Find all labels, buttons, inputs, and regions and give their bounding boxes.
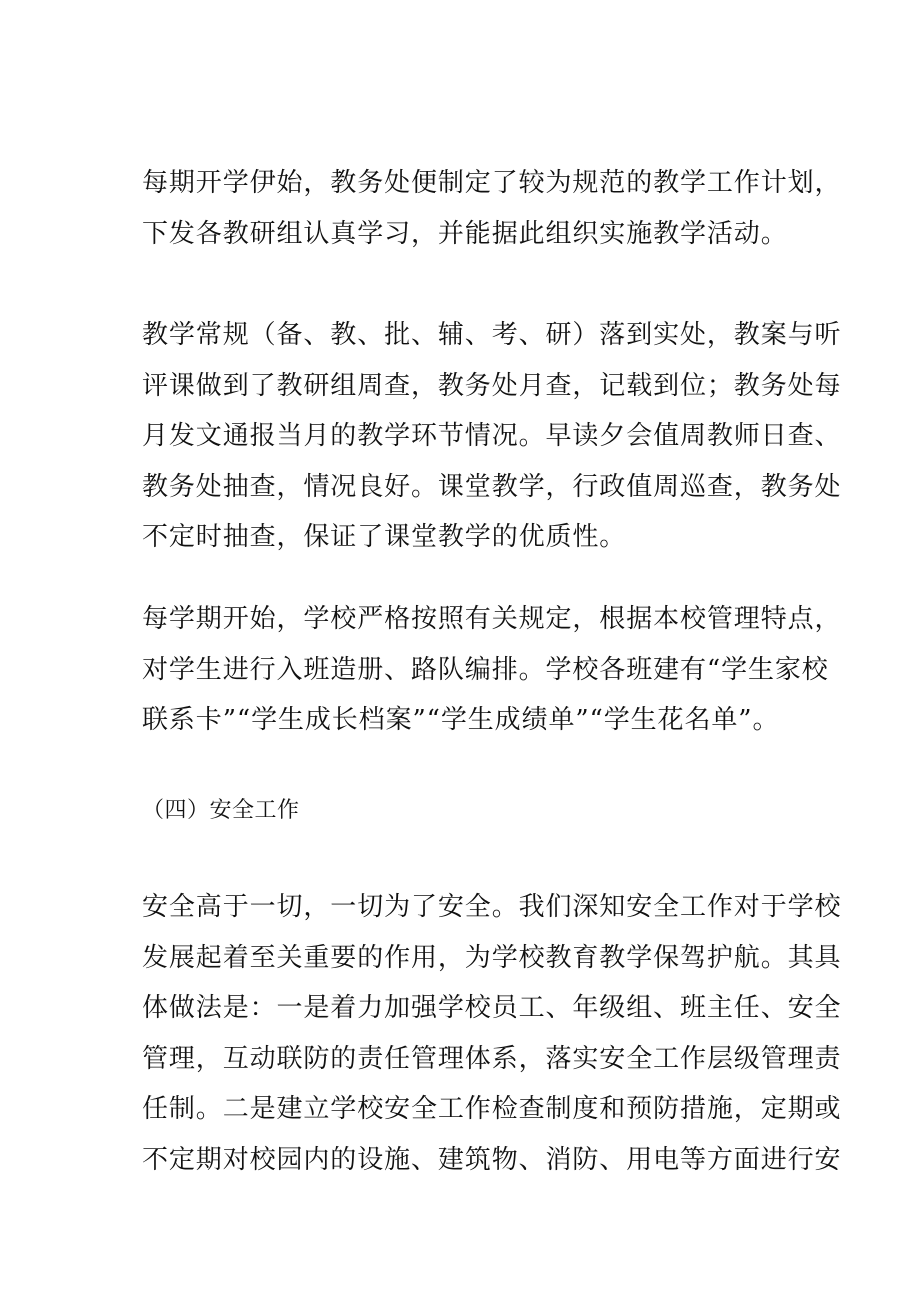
- text-line: 教务处抽查，情况良好。课堂教学，行政值周巡查，教务处: [142, 471, 842, 502]
- text-line: 安全高于一切，一切为了安全。我们深知安全工作对于学校: [142, 892, 842, 922]
- heading-text: （四）安全工作: [142, 798, 300, 823]
- paragraph-teaching-routine: [142, 310, 842, 563]
- text-line: 发展起着至关重要的作用，为学校教育教学保驾护航。其具: [142, 942, 842, 973]
- text-line: 下发各教研组认真学习，并能据此组织实施教学活动。: [142, 218, 788, 249]
- text-line: 联系卡”“学生成长档案”“学生成绩单”“学生花名单”。: [142, 705, 780, 736]
- text-line: 月发文通报当月的教学环节情况。早读夕会值周教师日查、: [142, 421, 842, 452]
- text-line: 不定时抽查，保证了课堂教学的优质性。: [142, 522, 627, 553]
- paragraph-teaching-plan: [142, 158, 842, 259]
- text-line: 每期开学伊始，教务处便制定了较为规范的教学工作计划，: [142, 168, 842, 198]
- text-line: 教学常规（备、教、批、辅、考、研）落到实处，教案与听: [142, 320, 842, 350]
- paragraph-safety-work: [142, 882, 842, 1186]
- text-line: 管理，互动联防的责任管理体系，落实安全工作层级管理责: [142, 1043, 842, 1074]
- text-line: 不定期对校园内的设施、建筑物、消防、用电等方面进行安: [142, 1144, 842, 1175]
- text-line: 任制。二是建立学校安全工作检查制度和预防措施，定期或: [142, 1094, 842, 1125]
- text-line: 每学期开始，学校严格按照有关规定，根据本校管理特点，: [142, 604, 842, 634]
- section-heading-safety: [142, 786, 792, 837]
- text-line: 体做法是：一是着力加强学校员工、年级组、班主任、安全: [142, 993, 842, 1024]
- text-line: 评课做到了教研组周查，教务处月查，记载到位；教务处每: [142, 370, 842, 401]
- text-line: 对学生进行入班造册、路队编排。学校各班建有“学生家校: [142, 654, 829, 685]
- paragraph-student-management: [142, 594, 842, 746]
